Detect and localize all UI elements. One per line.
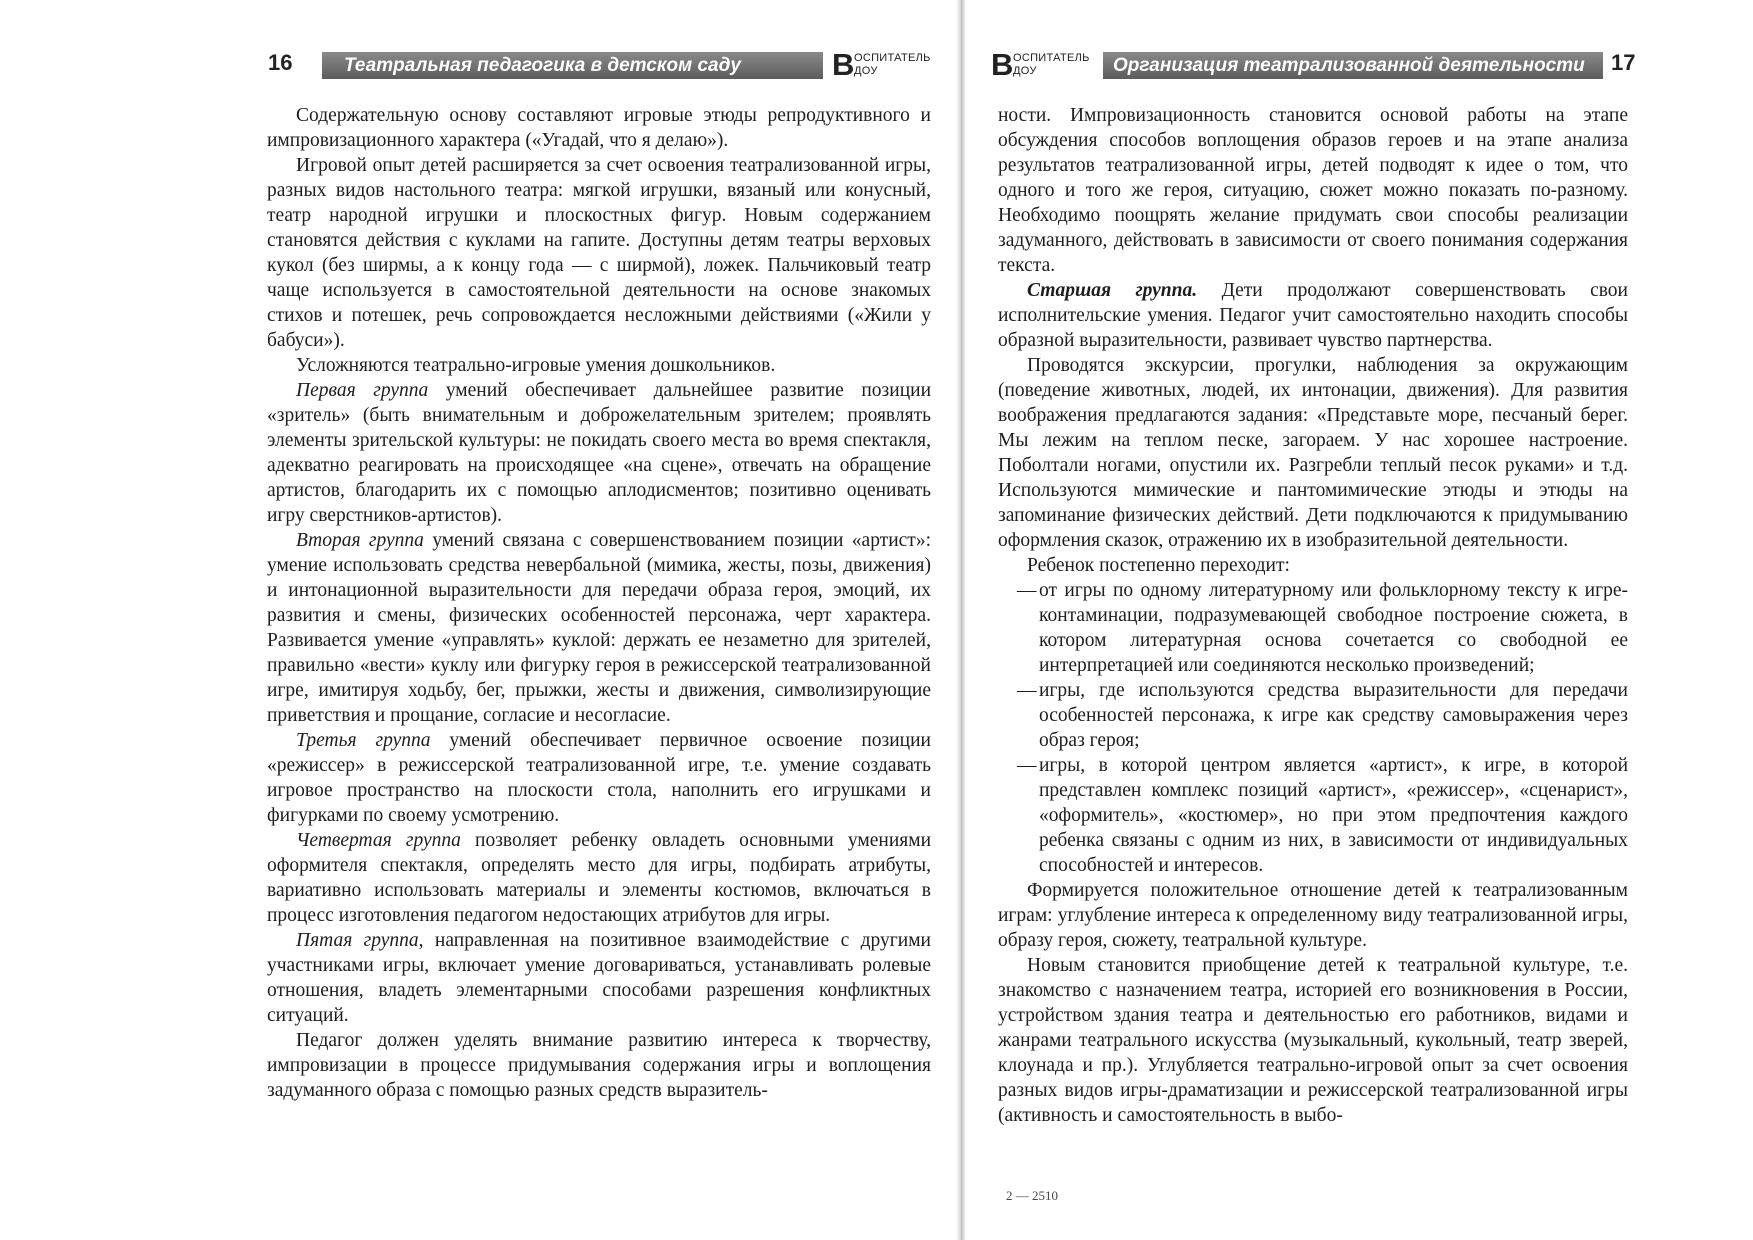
group-lead: Пятая группа: [296, 930, 419, 951]
paragraph-text: умений обеспечивает дальнейшее развитие позиции «зритель» (быть внимательным и доброжелательным зрителем; проявлять элементы зрительской культуры: не покидать своего места во время спектакля, адекватно реагировать на происходящее «на сцене», отвечать на обращение артистов, благодарить их с помощью аплодисментов; позитивно оценивать игру сверстников-артистов).: [267, 380, 932, 526]
paragraph: [267, 153, 931, 353]
paragraph: [998, 278, 1628, 353]
paragraph: [998, 553, 1628, 578]
list-item: [1017, 578, 1628, 678]
transition-list: [998, 578, 1628, 878]
paragraph-text: Проводятся экскурсии, прогулки, наблюдения за окружающим (поведение животных, людей, их интонации, движения). Для развития воображения предлагаются задания: «Представьте море, песчаный берег. Мы лежим на теплом песке, загораем. У нас хорошее настроение. Поболтали ногами, опустили их. Разгребли теплый песок руками» и т.д. Используются мимические и пантомимические этюды и этюды на запоминание физических действий. Дети подключаются к придумыванию оформления сказок, отражению их в изобразительной деятельности.: [998, 355, 1628, 551]
group-lead: Третья группа: [296, 730, 431, 751]
paragraph: [998, 953, 1628, 1128]
list-item-text: от игры по одному литературному или фольклорному тексту к игре-контаминации, подразумевающей свободное построение сюжета, в котором литературная основа сочетается со свободной ее интерпретацией или соединяются несколько произведений;: [1039, 580, 1628, 676]
paragraph-text: Игровой опыт детей расширяется за счет освоения театрализованной игры, разных видов настольного театра: мягкой игрушки, вязаный или конусный, театр народной игрушки и плоскостных фигур. Новым содержанием становятся действия с куклами на гапите. Доступны детям театры верховых кукол (без ширмы, а к концу года — с ширмой), ложек. Пальчиковый театр чаще используется в самостоятельной деятельности на основе знакомых стихов и потешек, речь сопровождается несложными действиями («Жили у бабуси»).: [267, 155, 931, 351]
paragraph-text: Ребенок постепенно переходит:: [1027, 555, 1290, 576]
paragraph-text: Усложняются театрально-игровые умения дошкольников.: [296, 355, 776, 376]
page-number: 16: [268, 50, 293, 75]
paragraph-text: Содержательную основу составляют игровые этюды репродуктивного и импровизационного характера («Угадай, что я делаю»).: [267, 105, 931, 151]
paragraph-text: Дети продолжают совершенствовать свои исполнительские умения. Педагог учит самостоятельно находить способы образной выразительности, развивает чувство партнерства.: [998, 280, 1628, 351]
page-body-text: [267, 103, 931, 1103]
logo-line1: ОСПИТАТЕЛЬ: [1013, 52, 1090, 64]
list-item-text: игры, в которой центром является «артист», к игре, в которой представлен комплекс позиций «артист», «режиссер», «сценарист», «оформитель», «костюмер», но при этом предпочтения каждого ребенка связаны с одним из них, в зависимости от индивидуальных способностей и интересов.: [1039, 755, 1628, 876]
list-item: [1017, 753, 1628, 878]
paragraph-text: умений связана с совершенствованием позиции «артист»: умение использовать средства невербальной (мимика, жесты, позы, движения) и интонационной выразительности для передачи образа героя, эмоций, их развития и смены, физических особенностей персонажа, черт характера. Развивается умение «управлять» куклой: держать ее незаметно для зрителей, правильно «вести» куклу или фигурку героя в режиссерской театрализованной игре, имитируя ходьбу, бег, прыжки, жесты и движения, символизирующие приветствия и прощание, согласие и несогласие.: [267, 530, 931, 726]
list-item-text: игры, где используются средства выразительности для передачи особенностей персонажа, к игре как средству самовыражения через образ героя;: [1039, 680, 1628, 751]
paragraph-text: Педагог должен уделять внимание развитию интереса к творчеству, импровизации в процессе придумывания содержания игры и воплощения задуманного образа с помощью разных средств выразитель-: [267, 1030, 931, 1101]
paragraph-text: позволяет ребенку овладеть основными умениями оформителя спектакля, определять место для игры, подбирать атрибуты, вариативно использовать материалы и элементы костюмов, включаться в процесс изготовления педагогом недостающих атрибутов для игры.: [267, 830, 932, 926]
list-item: [1017, 678, 1628, 753]
paragraph: [267, 528, 931, 728]
paragraph-text: умений обеспечивает первичное освоение позиции «режиссер» в режиссерской театрализованной игре, т.е. умение создавать игровое пространство на плоскости стола, наполнить его игрушками и фигурками по своему усмотрению.: [267, 730, 931, 826]
paragraph: [998, 103, 1628, 278]
magazine-logo: [832, 48, 940, 82]
logo-initial: В: [991, 47, 1014, 82]
group-lead: Первая группа: [296, 380, 429, 401]
logo-initial: В: [832, 47, 855, 82]
paragraph: [267, 378, 931, 528]
logo-line1: ОСПИТАТЕЛЬ: [854, 52, 931, 64]
paragraph: [267, 1028, 931, 1103]
dash-marker: —: [1017, 680, 1037, 701]
paragraph-text: Формируется положительное отношение детей к театрализованным играм: углубление интереса к определенному виду театрализованной игры, образу героя, сюжету, театральной культуре.: [998, 880, 1628, 951]
dash-marker: —: [1017, 755, 1037, 776]
right-page: [966, 0, 1753, 1240]
paragraph: [267, 728, 931, 828]
running-header: [268, 48, 940, 82]
paragraph-text: ности. Импровизационность становится основой работы на этапе обсуждения способов воплощения образов героев и на этапе анализа результатов театрализованной игры, детей подводят к идее о том, что одного и того же героя, ситуацию, сюжет можно показать по-разному. Необходимо поощрять желание придумать свои способы реализации задуманного, действовать в зависимости от своего понимания содержания текста.: [998, 105, 1628, 276]
signature-mark: 2 — 2510: [1006, 1188, 1058, 1203]
magazine-logo: [991, 48, 1099, 82]
paragraph: [998, 353, 1628, 553]
paragraph: [267, 103, 931, 153]
dash-marker: —: [1017, 580, 1037, 601]
paragraph: [267, 828, 931, 928]
group-lead: Вторая группа: [296, 530, 424, 551]
logo-line2: ДОУ: [854, 65, 878, 77]
running-title: Театральная педагогика в детском саду: [322, 52, 823, 79]
group-lead: Четвертая группа: [296, 830, 461, 851]
paragraphs-bottom: [998, 878, 1628, 1128]
paragraph: [998, 878, 1628, 953]
paragraph-text: Новым становится приобщение детей к театральной культуре, т.е. знакомство с назначением театра, историей его возникновения в России, устройством здания театра и деятельностью его работников, видами и жанрами театрального искусства (музыкальный, кукольный, театр зверей, клоунада и пр.). Углубляется театрально-игровой опыт за счет освоения разных видов игры-драматизации и режиссерской театрализованной игры (активность и самостоятельность в выбо-: [998, 955, 1628, 1126]
paragraph-text: , направленная на позитивное взаимодействие с другими участниками игры, включает умение договариваться, устанавливать ролевые отношения, владеть элементарными способами разрешения конфликтных ситуаций.: [267, 930, 931, 1026]
page-body-text: [998, 103, 1628, 1128]
running-title: Организация театрализованной деятельности: [1103, 52, 1603, 79]
paragraphs-top: [998, 103, 1628, 578]
book-gutter: [956, 0, 966, 1240]
logo-line2: ДОУ: [1013, 65, 1037, 77]
running-header: [991, 47, 1636, 82]
page-number: 17: [1611, 50, 1636, 75]
section-lead: Старшая группа.: [1027, 280, 1198, 301]
paragraph: [267, 353, 931, 378]
paragraph: [267, 928, 931, 1028]
